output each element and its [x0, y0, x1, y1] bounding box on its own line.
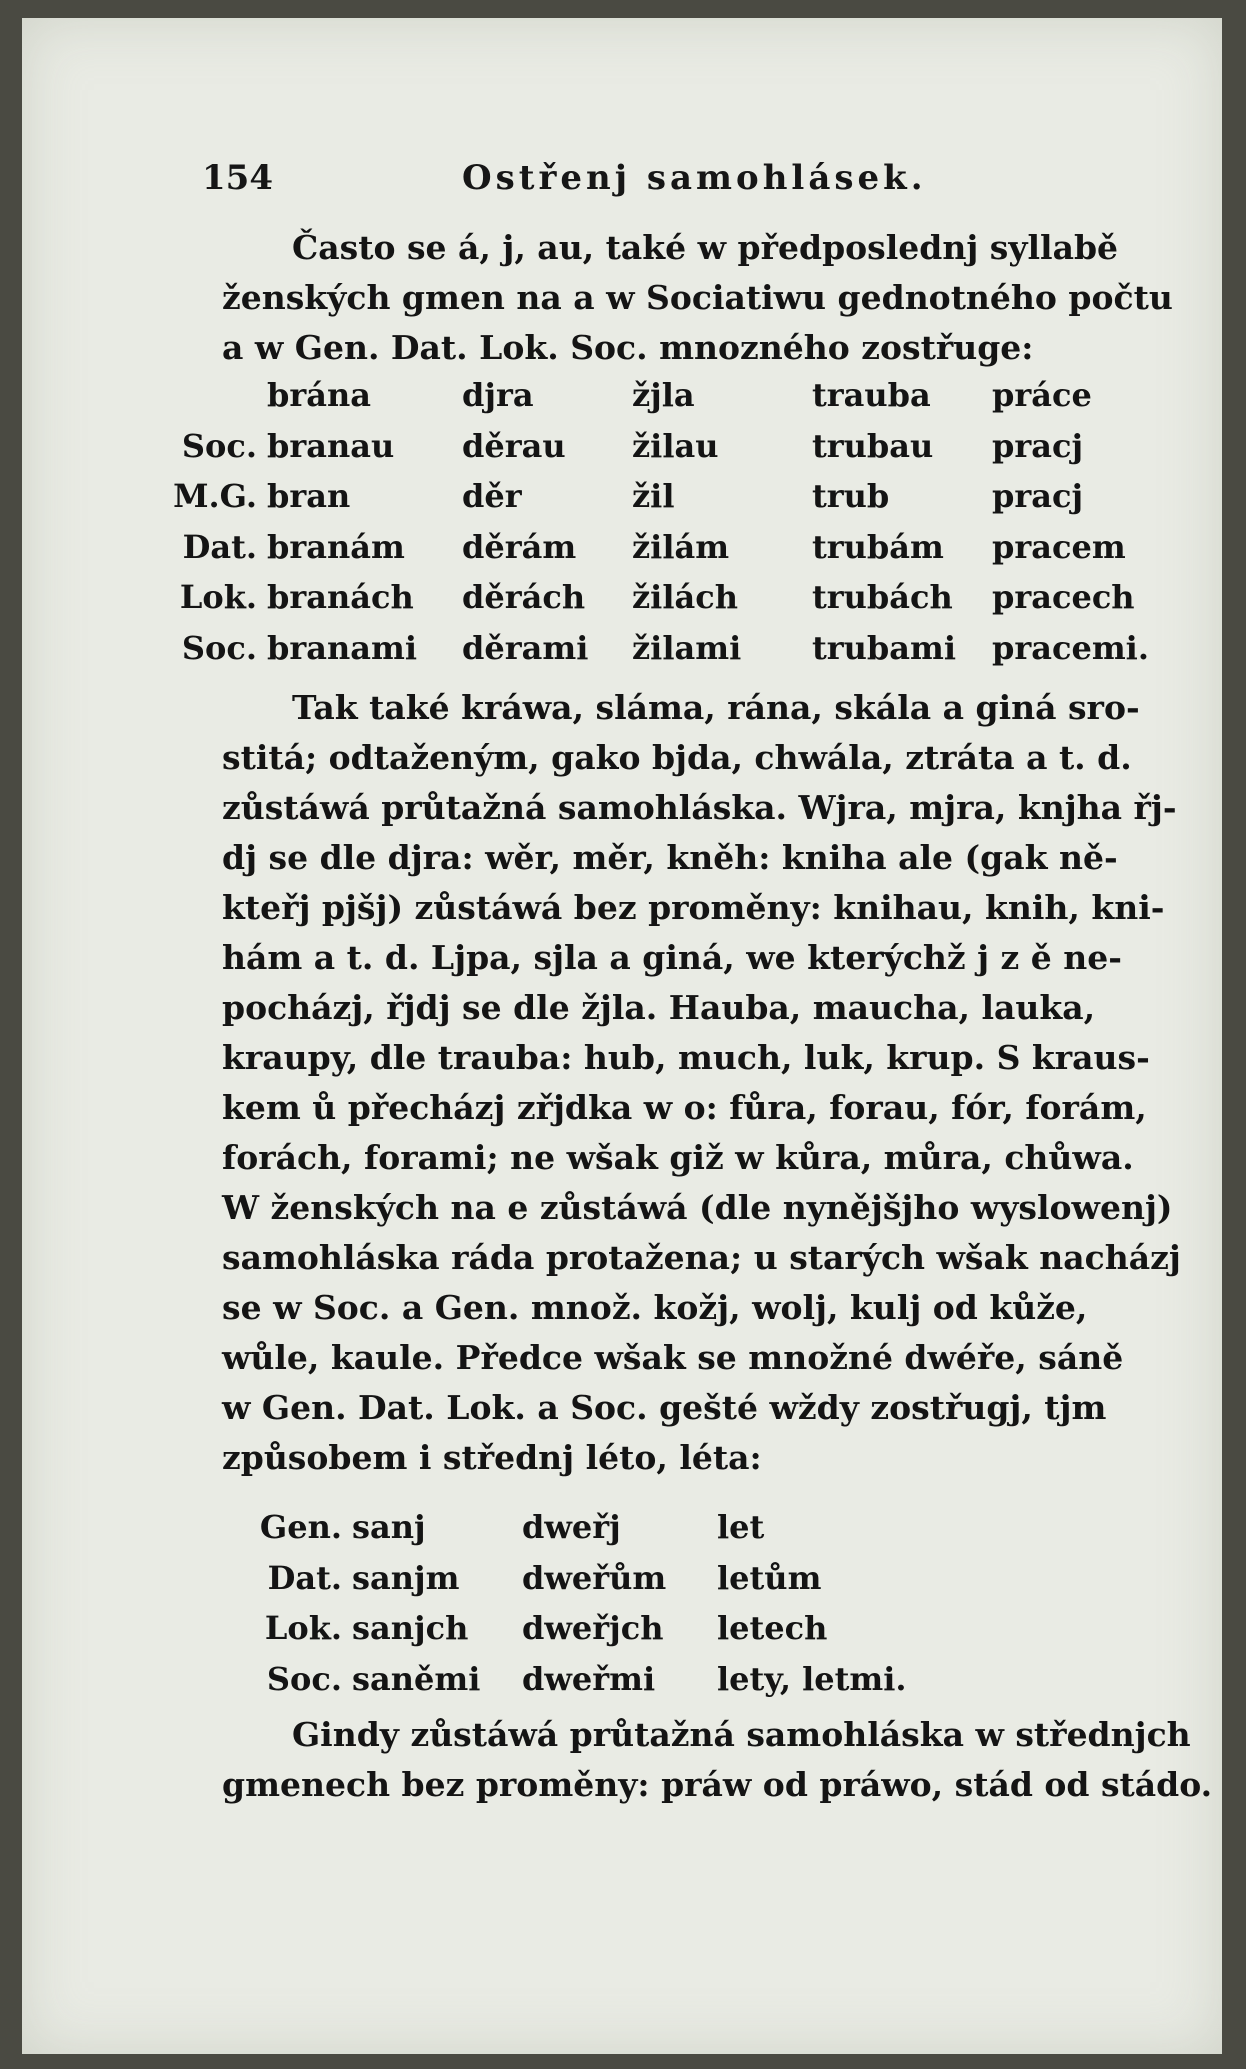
declension-table-2 [122, 1508, 1122, 1710]
text-line: zůstáwá průtažná samohláska. Wjra, mjra, knjha řj- [222, 788, 1177, 827]
table-cell: děrau [462, 426, 566, 465]
table-cell: brána [267, 376, 371, 414]
paragraph-3 [222, 1710, 1213, 1810]
text-line: wůle, kaule. Předce wšak se množné dwéře, sáně [222, 1338, 1124, 1377]
table-cell: letům [717, 1558, 822, 1597]
table-cell: pracem [992, 527, 1126, 566]
text-line: stitá; odtaženým, gako bjda, chwála, ztráta a t. d. [222, 738, 1132, 777]
case-label: Lok. [179, 578, 257, 617]
table-row [22, 376, 1222, 427]
text-line: samohláska ráda protažena; u starých wšak nacházj [222, 1238, 1181, 1277]
text-line: Často se á, j, au, také w předposlednj syllabě [292, 228, 1119, 267]
table-cell: děrami [462, 628, 589, 667]
table-cell: děrám [462, 527, 577, 566]
table-row [122, 1508, 1122, 1559]
table-cell: žilau [632, 426, 719, 465]
table-cell: dweřjch [522, 1609, 664, 1648]
table-row [122, 1660, 1122, 1711]
table-cell: letech [717, 1609, 828, 1648]
text-line: gmenech bez proměny: práw od práwo, stád od stádo. [222, 1765, 1213, 1804]
case-label: Soc. [181, 628, 257, 667]
table-cell: lety, letmi. [717, 1659, 907, 1698]
table-cell: pracj [992, 426, 1084, 465]
table-cell: let [717, 1508, 765, 1546]
table-cell: žil [632, 477, 675, 516]
text-line: kraupy, dle trauba: hub, much, luk, krup. S kraus- [222, 1038, 1150, 1077]
case-label: M.G. [173, 477, 257, 516]
case-label: Gen. [259, 1508, 342, 1546]
table-cell: sanjm [352, 1558, 460, 1597]
text-line: ženských gmen na a w Sociatiwu gednotného počtu [222, 278, 1173, 317]
table-cell: trub [812, 477, 890, 516]
table-cell: trubám [812, 527, 944, 566]
case-label: Dat. [267, 1558, 342, 1597]
declension-table-1 [22, 376, 1222, 680]
table-cell: žjla [632, 376, 695, 414]
text-line: hám a t. d. Ljpa, sjla a giná, we kterýchž j z ě ne- [222, 938, 1122, 977]
table-row [22, 629, 1222, 680]
table-cell: žilami [632, 628, 742, 667]
text-line: kteřj pjšj) zůstáwá bez proměny: knihau, knih, kni- [222, 888, 1165, 927]
table-row [122, 1609, 1122, 1660]
running-title: Ostřenj samohlásek. [462, 158, 927, 198]
page-number: 154 [202, 158, 273, 198]
table-cell: trauba [812, 376, 931, 414]
table-cell: pracj [992, 477, 1084, 516]
text-line: Tak také kráwa, sláma, rána, skála a giná sro- [292, 688, 1140, 727]
table-row [22, 427, 1222, 478]
table-row [22, 528, 1222, 579]
text-line: způsobem i střednj léto, léta: [222, 1438, 762, 1477]
text-line: a w Gen. Dat. Lok. Soc. mnozného zostřuge: [222, 328, 1034, 367]
text-line: pocházj, řjdj se dle žjla. Hauba, mauchа, lauka, [222, 988, 1096, 1027]
case-label: Lok. [264, 1609, 342, 1648]
table-row [22, 578, 1222, 629]
table-cell: pracech [992, 578, 1135, 617]
text-line: w Gen. Dat. Lok. a Soc. gešté wždy zostřugj, tjm [222, 1388, 1107, 1427]
table-cell: branami [267, 628, 417, 667]
table-row [22, 477, 1222, 528]
case-label: Soc. [266, 1659, 342, 1698]
text-line: Gindy zůstáwá průtažná samohláska w střednjch [292, 1715, 1191, 1754]
table-cell: sanj [352, 1508, 426, 1546]
table-cell: branau [267, 426, 395, 465]
table-cell: žilám [632, 527, 730, 566]
table-cell: saněmi [352, 1659, 481, 1698]
text-line: kem ů přecházj zřjdka w o: fůra, forau, fór, forám, [222, 1088, 1147, 1127]
table-cell: děr [462, 477, 522, 516]
paragraph-2 [222, 683, 1181, 1483]
table-cell: dweřům [522, 1558, 667, 1597]
case-label: Soc. [181, 426, 257, 465]
text-line: W ženských na e zůstáwá (dle nynějšjho wyslowenj) [222, 1188, 1173, 1227]
table-cell: bran [267, 477, 351, 516]
text-line: dj se dle djra: wěr, měr, kněh: kniha ale (gak ně- [222, 838, 1118, 877]
table-cell: branách [267, 578, 414, 617]
table-cell: trubách [812, 578, 953, 617]
table-cell: pracemi. [992, 628, 1149, 667]
table-cell: děrách [462, 578, 586, 617]
table-cell: sanjch [352, 1609, 469, 1648]
text-line: forách, forami; ne wšak giž w kůra, můra, chůwa. [222, 1138, 1134, 1177]
table-cell: trubau [812, 426, 934, 465]
table-cell: branám [267, 527, 405, 566]
table-cell: djra [462, 376, 534, 414]
table-cell: trubami [812, 628, 957, 667]
table-cell: dweřj [522, 1508, 621, 1546]
table-cell: práce [992, 376, 1092, 414]
table-cell: dweřmi [522, 1659, 656, 1698]
paragraph-1 [222, 223, 1173, 373]
text-line: se w Soc. a Gen. množ. kožj, wolj, kulj od kůže, [222, 1288, 1088, 1327]
case-label: Dat. [182, 527, 257, 566]
table-row [122, 1559, 1122, 1610]
book-page [22, 18, 1222, 2054]
table-cell: žilách [632, 578, 738, 617]
